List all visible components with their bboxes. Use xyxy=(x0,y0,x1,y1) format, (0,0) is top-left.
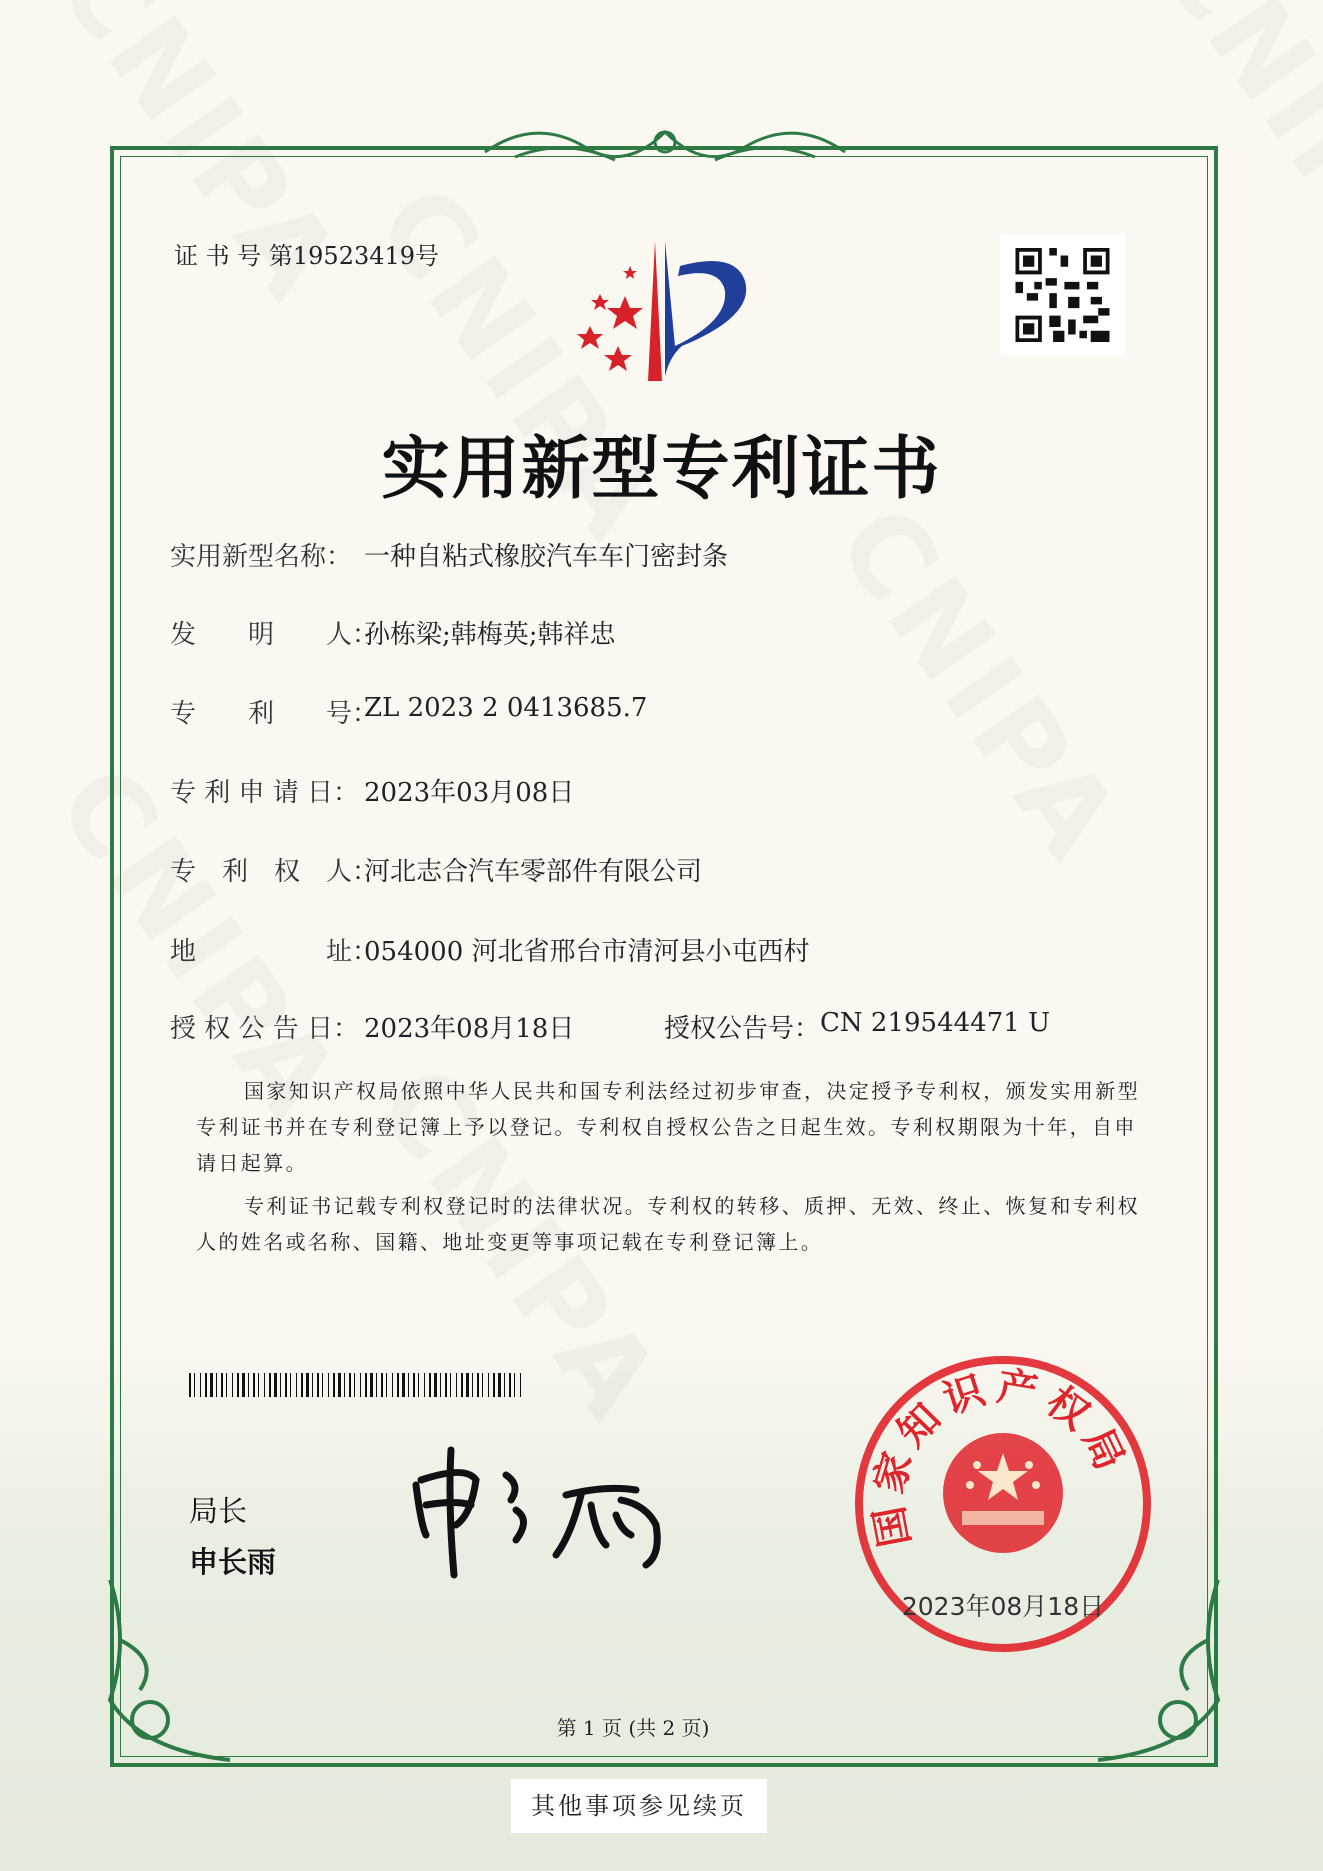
field-label: 地 址： xyxy=(170,937,379,967)
qr-code-icon xyxy=(1014,248,1111,342)
announcement-value: CN 219544471 U xyxy=(820,1008,1050,1038)
field-label: 专 利 号： xyxy=(170,699,379,729)
field-application-date xyxy=(170,772,574,809)
page-indicator: 第 1 页 (共 2 页) xyxy=(556,1716,710,1740)
seal-text: 国家知识产权局 xyxy=(864,1363,1137,1551)
paragraph: 国家知识产权局依照中华人民共和国专利法经过初步审查，决定授予专利权，颁发实用新型专利证书并在专利登记簿上予以登记。专利权自授权公告之日起生效。专利权期限为十年，自申请日起算。 xyxy=(196,1079,1140,1175)
paragraph: 专利证书记载专利权登记时的法律状况。专利权的转移、质押、无效、终止、恢复和专利权人的姓名或名称、国籍、地址变更等事项记载在专利登记簿上。 xyxy=(196,1194,1140,1254)
signature-icon xyxy=(406,1445,686,1580)
field-value: ZL 2023 2 0413685.7 xyxy=(364,693,648,723)
qr-code[interactable] xyxy=(1000,234,1125,356)
barcode xyxy=(189,1373,525,1397)
field-grant-date xyxy=(170,1008,1050,1045)
field-label: 专 利 权 人： xyxy=(170,857,379,887)
official-seal xyxy=(852,1353,1154,1655)
field-value: 孙栋梁;韩梅英;韩祥忠 xyxy=(364,620,616,650)
director-name: 申长雨 xyxy=(189,1545,277,1579)
field-label: 授 权 公 告 日： xyxy=(170,1014,360,1044)
cnipa-logo-icon xyxy=(570,236,760,386)
seal-date: 2023年08月18日 xyxy=(901,1592,1105,1621)
field-patentee xyxy=(170,851,702,888)
certificate-title: 实用新型专利证书 xyxy=(381,429,942,509)
field-address xyxy=(170,931,810,968)
announcement-label: 授权公告号： xyxy=(664,1014,821,1044)
field-value: 2023年08月18日 xyxy=(364,1014,575,1044)
field-label: 实用新型名称： xyxy=(170,542,353,572)
ornament-corner-left-icon xyxy=(100,1580,240,1770)
field-label: 专 利 申 请 日： xyxy=(170,778,360,808)
director-title: 局长 xyxy=(189,1494,248,1528)
field-label: 发 明 人： xyxy=(170,620,379,650)
field-value: 2023年03月08日 xyxy=(364,778,575,808)
field-utility-model-name xyxy=(170,536,728,573)
continuation-note: 其他事项参见续页 xyxy=(511,1779,767,1833)
field-value: 054000 河北省邢台市清河县小屯西村 xyxy=(364,937,810,967)
field-value: 河北志合汽车零部件有限公司 xyxy=(364,857,703,887)
ornament-top-icon xyxy=(475,112,855,182)
field-value: 一种自粘式橡胶汽车车门密封条 xyxy=(364,542,729,572)
field-inventors xyxy=(170,614,616,651)
legal-statement xyxy=(196,1073,1156,1260)
field-patent-number xyxy=(170,693,647,730)
certificate-number: 证 书 号 第19523419号 xyxy=(174,242,440,270)
